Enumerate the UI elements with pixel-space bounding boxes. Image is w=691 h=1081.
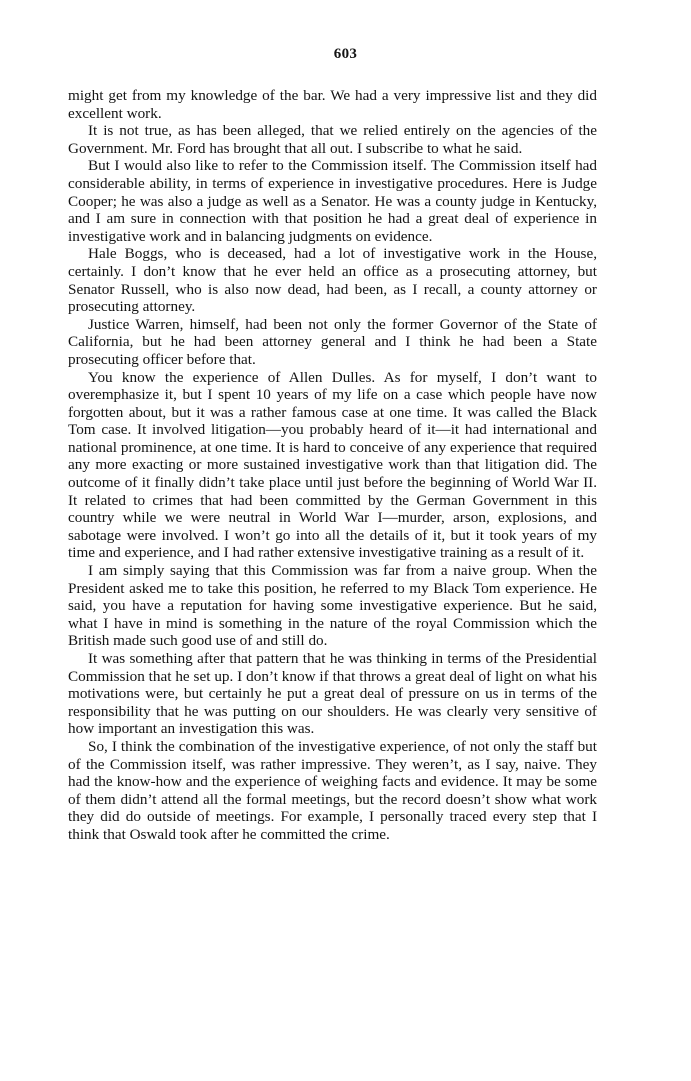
paragraph: It is not true, as has been alleged, that we relied entirely on the agencies of the Government. Mr. Ford has brought that all out. I subscribe to what he said. (68, 122, 597, 157)
page-number: 603 (333, 46, 358, 62)
paragraph: Hale Boggs, who is deceased, had a lot of investigative work in the House, certainly. I don’t know that he ever held an office as a prosecuting attorney, but Senator Russell, who is also now dead, had been, as I recall, a county attorney or prosecuting attorney. (68, 245, 597, 316)
paragraph: So, I think the combination of the investigative experience, of not only the staff but of the Commission itself, was rather impressive. They weren’t, as I say, naive. They had the know-how and the experience of weighing facts and evidence. It may be some of them didn’t attend all the formal meetings, but the record doesn’t show what work they did do outside of meetings. For example, I personally traced every step that I think that Oswald took after he committed the crime. (68, 737, 597, 843)
body-text (68, 87, 597, 844)
paragraph: I am simply saying that this Commission was far from a naive group. When the President asked me to take this position, he referred to my Black Tom experience. He said, you have a reputation for having some investigative experience. But he said, what I have in mind is something in the nature of the royal Commission which the British made such good use of and still do. (68, 562, 597, 650)
paragraph: might get from my knowledge of the bar. We had a very impressive list and they did excellent work. (68, 87, 597, 122)
paragraph: Justice Warren, himself, had been not only the former Governor of the State of California, but he had been attorney general and I think he had been a State prosecuting officer before that. (68, 315, 597, 368)
paragraph: But I would also like to refer to the Commission itself. The Commission itself had considerable ability, in terms of experience in investigative procedures. Here is Judge Cooper; he was also a judge as well as a Senator. He was a county judge in Kentucky, and I am sure in connection with that position he had a great deal of experience in investigative work and in balancing judgments on evidence. (68, 157, 597, 245)
paragraph: You know the experience of Allen Dulles. As for myself, I don’t want to overemphasize it, but I spent 10 years of my life on a case which people have now forgotten about, but it was a rather famous case at one time. It was called the Black Tom case. It involved litigation—you probably heard of it—it had international and national prominence, at one time. It is hard to conceive of any experience that required any more exacting or more sustained investigative work than that litigation did. The outcome of it finally didn’t take place until just before the beginning of World War II. It related to crimes that had been committed by the German Government in this country while we were neutral in World War I—murder, arson, explosions, and sabotage were involved. I won’t go into all the details of it, but it took years of my time and experience, and I had rather extensive investigative training as a result of it. (68, 368, 597, 562)
paragraph: It was something after that pattern that he was thinking in terms of the Presidential Commission that he set up. I don’t know if that throws a great deal of light on what his motivations were, but certainly he put a great deal of pressure on us in terms of the responsibility that he was putting on our shoulders. He was clearly very sensitive of how important an investigation this was. (68, 650, 597, 738)
